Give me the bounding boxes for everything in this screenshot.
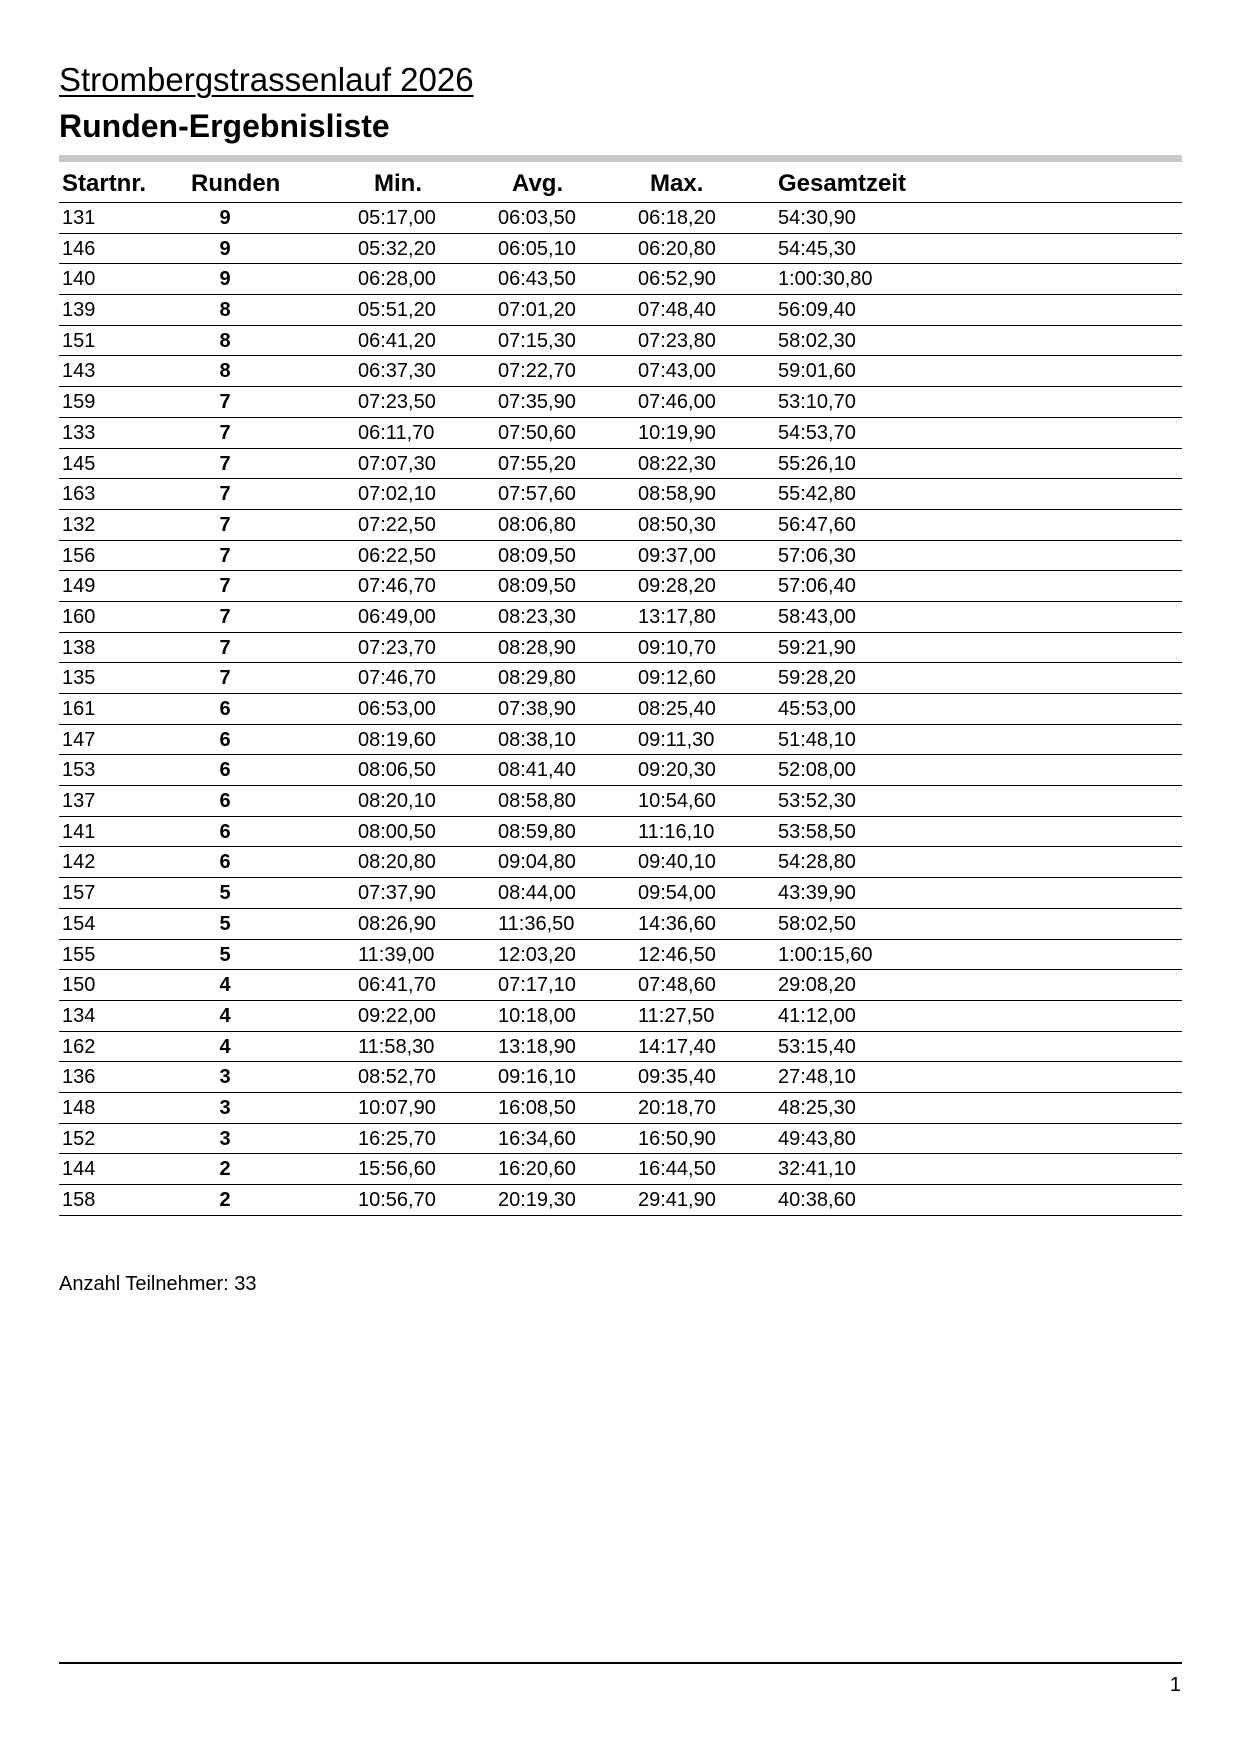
cell-avg: 08:59,80 [498,820,576,843]
title-divider-bar [59,155,1182,162]
cell-startnr: 155 [62,943,96,966]
cell-gesamtzeit: 58:02,30 [778,329,856,352]
table-row [59,817,1182,848]
cell-startnr: 157 [62,882,96,905]
cell-max: 11:16,10 [638,820,715,843]
cell-startnr: 147 [62,728,96,751]
table-row [59,663,1182,694]
cell-gesamtzeit: 53:58,50 [778,820,856,843]
column-header-min: Min. [374,170,422,197]
table-body [59,203,1182,1216]
cell-max: 16:50,90 [638,1127,716,1150]
cell-runden: 7 [219,575,231,598]
table-row [59,1032,1182,1063]
cell-avg: 07:38,90 [498,698,576,720]
cell-min: 07:37,90 [358,882,436,905]
table-row [59,725,1182,756]
results-table [59,166,1182,1216]
cell-min: 08:26,90 [358,912,436,935]
table-row [59,1154,1182,1185]
cell-gesamtzeit: 56:47,60 [778,513,856,536]
cell-avg: 16:34,60 [498,1127,576,1150]
cell-min: 06:37,30 [358,360,436,383]
cell-max: 09:11,30 [638,728,715,751]
cell-min: 06:41,70 [358,974,436,997]
table-row [59,909,1182,940]
cell-avg: 07:22,70 [498,360,576,383]
cell-gesamtzeit: 59:28,20 [778,667,856,690]
cell-gesamtzeit: 54:30,90 [778,207,856,229]
cell-max: 16:44,50 [638,1158,716,1181]
cell-runden: 6 [219,698,231,720]
cell-min: 07:22,50 [358,513,436,536]
cell-startnr: 134 [62,1004,96,1027]
cell-max: 09:37,00 [638,544,716,567]
table-row [59,633,1182,664]
cell-runden: 3 [219,1066,231,1089]
cell-runden: 6 [219,728,231,751]
cell-gesamtzeit: 52:08,00 [778,759,856,782]
cell-max: 13:17,80 [638,605,716,628]
table-row [59,510,1182,541]
cell-gesamtzeit: 51:48,10 [778,728,856,751]
event-title: Strombergstrassenlauf 2026 [59,61,474,98]
cell-max: 09:54,00 [638,882,716,905]
cell-min: 08:20,80 [358,851,436,874]
cell-startnr: 137 [62,790,96,813]
cell-min: 06:11,70 [358,421,435,444]
cell-min: 06:49,00 [358,605,436,628]
cell-runden: 7 [219,636,231,659]
cell-min: 07:46,70 [358,575,436,598]
cell-max: 07:23,80 [638,329,716,352]
cell-min: 15:56,60 [358,1158,436,1181]
cell-startnr: 160 [62,605,96,628]
column-header-runden: Runden [191,170,281,197]
cell-avg: 07:55,20 [498,452,576,475]
table-row [59,694,1182,725]
participant-count: Anzahl Teilnehmer: 33 [59,1273,257,1295]
cell-avg: 08:09,50 [498,575,576,598]
cell-max: 06:18,20 [638,207,716,229]
column-header-gesamtzeit: Gesamtzeit [778,170,907,197]
cell-avg: 07:17,10 [498,974,576,997]
cell-max: 07:43,00 [638,360,716,383]
cell-min: 05:32,20 [358,237,436,260]
cell-avg: 20:19,30 [498,1189,576,1211]
cell-startnr: 133 [62,421,96,444]
table-row [59,1093,1182,1124]
cell-min: 06:28,00 [358,268,436,291]
cell-min: 05:51,20 [358,299,436,322]
cell-max: 09:20,30 [638,759,716,782]
cell-max: 09:28,20 [638,575,716,598]
table-row [59,541,1182,572]
cell-gesamtzeit: 55:42,80 [778,483,856,506]
table-row [59,234,1182,265]
table-row [59,847,1182,878]
cell-startnr: 151 [62,329,96,352]
cell-runden: 5 [219,912,231,935]
cell-runden: 6 [219,851,231,874]
page-number: 1 [1169,1674,1181,1696]
cell-gesamtzeit: 56:09,40 [778,299,856,322]
cell-gesamtzeit: 59:01,60 [778,360,856,383]
cell-runden: 6 [219,790,231,813]
cell-gesamtzeit: 40:38,60 [778,1189,856,1211]
cell-runden: 4 [219,1004,231,1027]
cell-gesamtzeit: 43:39,90 [778,882,856,905]
cell-runden: 7 [219,513,231,536]
column-header-max: Max. [650,170,704,197]
cell-avg: 12:03,20 [498,943,576,966]
column-header-avg: Avg. [512,170,564,197]
table-row [59,786,1182,817]
cell-runden: 7 [219,544,231,567]
table-row [59,1124,1182,1155]
cell-startnr: 149 [62,575,96,598]
cell-gesamtzeit: 53:52,30 [778,790,856,813]
cell-startnr: 138 [62,636,96,659]
cell-max: 08:58,90 [638,483,716,506]
cell-runden: 8 [219,329,231,352]
list-title: Runden-Ergebnisliste [59,108,390,144]
cell-min: 06:22,50 [358,544,436,567]
cell-min: 08:00,50 [358,820,436,843]
cell-gesamtzeit: 57:06,30 [778,544,856,567]
cell-avg: 07:35,90 [498,391,576,414]
cell-min: 11:39,00 [358,943,435,966]
cell-avg: 10:18,00 [498,1004,576,1027]
table-row [59,970,1182,1001]
cell-runden: 7 [219,452,231,475]
cell-gesamtzeit: 41:12,00 [778,1004,856,1027]
cell-max: 09:10,70 [638,636,716,659]
cell-max: 08:50,30 [638,513,716,536]
cell-runden: 2 [219,1189,231,1211]
cell-startnr: 148 [62,1096,96,1119]
cell-runden: 8 [219,299,231,322]
cell-startnr: 136 [62,1066,96,1089]
table-row [59,1062,1182,1093]
cell-startnr: 152 [62,1127,96,1150]
cell-gesamtzeit: 57:06,40 [778,575,856,598]
cell-avg: 08:44,00 [498,882,576,905]
cell-avg: 08:28,90 [498,636,576,659]
cell-max: 08:22,30 [638,452,716,475]
cell-min: 07:07,30 [358,452,436,475]
cell-avg: 08:41,40 [498,759,576,782]
cell-min: 06:53,00 [358,698,436,720]
cell-runden: 3 [219,1127,231,1150]
table-row [59,1185,1182,1216]
cell-gesamtzeit: 55:26,10 [778,452,856,475]
cell-runden: 4 [219,1035,231,1058]
table-row [59,295,1182,326]
cell-startnr: 145 [62,452,96,475]
cell-max: 06:20,80 [638,237,716,260]
cell-startnr: 159 [62,391,96,414]
cell-avg: 09:04,80 [498,851,576,874]
cell-startnr: 139 [62,299,96,322]
cell-avg: 07:57,60 [498,483,576,506]
cell-min: 05:17,00 [358,207,436,229]
footer-divider [59,1662,1182,1664]
cell-gesamtzeit: 29:08,20 [778,974,856,997]
cell-avg: 09:16,10 [498,1066,576,1089]
cell-max: 09:40,10 [638,851,716,874]
cell-gesamtzeit: 54:28,80 [778,851,856,874]
cell-gesamtzeit: 54:45,30 [778,237,856,260]
table-row [59,326,1182,357]
cell-gesamtzeit: 53:15,40 [778,1035,856,1058]
cell-startnr: 153 [62,759,96,782]
cell-gesamtzeit: 59:21,90 [778,636,856,659]
cell-max: 29:41,90 [638,1189,716,1211]
cell-startnr: 142 [62,851,96,874]
cell-max: 10:19,90 [638,421,716,444]
table-row [59,571,1182,602]
cell-startnr: 146 [62,237,96,260]
cell-gesamtzeit: 1:00:15,60 [778,943,873,966]
cell-max: 14:17,40 [638,1035,716,1058]
cell-avg: 16:08,50 [498,1096,576,1119]
cell-avg: 08:23,30 [498,605,576,628]
table-row [59,1001,1182,1032]
cell-min: 07:23,50 [358,391,436,414]
cell-max: 09:35,40 [638,1066,716,1089]
cell-startnr: 158 [62,1189,96,1211]
table-header-row [59,166,1182,203]
cell-runden: 7 [219,667,231,690]
cell-runden: 7 [219,421,231,444]
cell-startnr: 162 [62,1035,96,1058]
cell-startnr: 154 [62,912,96,935]
cell-min: 08:06,50 [358,759,436,782]
cell-min: 10:07,90 [358,1096,436,1119]
table-row [59,387,1182,418]
cell-avg: 07:50,60 [498,421,576,444]
cell-avg: 11:36,50 [498,912,575,935]
table-row [59,356,1182,387]
cell-gesamtzeit: 58:43,00 [778,605,856,628]
cell-avg: 06:05,10 [498,237,576,260]
cell-startnr: 150 [62,974,96,997]
cell-avg: 07:15,30 [498,329,576,352]
cell-max: 12:46,50 [638,943,716,966]
cell-max: 10:54,60 [638,790,716,813]
cell-runden: 9 [219,207,231,229]
cell-min: 09:22,00 [358,1004,436,1027]
cell-gesamtzeit: 54:53,70 [778,421,856,444]
table-row [59,449,1182,480]
cell-runden: 4 [219,974,231,997]
cell-startnr: 135 [62,667,96,690]
cell-min: 08:20,10 [358,790,436,813]
cell-gesamtzeit: 58:02,50 [778,912,856,935]
table-row [59,479,1182,510]
cell-startnr: 131 [62,207,96,229]
cell-avg: 06:03,50 [498,207,576,229]
cell-gesamtzeit: 27:48,10 [778,1066,856,1089]
cell-runden: 2 [219,1158,231,1181]
cell-startnr: 140 [62,268,96,291]
cell-avg: 08:06,80 [498,513,576,536]
cell-gesamtzeit: 32:41,10 [778,1158,856,1181]
cell-startnr: 163 [62,483,96,506]
cell-min: 08:19,60 [358,728,436,751]
cell-runden: 7 [219,483,231,506]
cell-max: 08:25,40 [638,698,716,720]
cell-startnr: 132 [62,513,96,536]
table-row [59,755,1182,786]
cell-max: 20:18,70 [638,1096,716,1119]
cell-min: 06:41,20 [358,329,436,352]
cell-runden: 6 [219,820,231,843]
cell-avg: 13:18,90 [498,1035,576,1058]
cell-avg: 08:09,50 [498,544,576,567]
table-row [59,602,1182,633]
column-header-startnr: Startnr. [62,170,147,197]
table-row [59,940,1182,971]
cell-runden: 5 [219,882,231,905]
cell-runden: 8 [219,360,231,383]
cell-avg: 08:38,10 [498,728,576,751]
cell-startnr: 141 [62,820,96,843]
table-row [59,418,1182,449]
cell-startnr: 156 [62,544,96,567]
cell-min: 07:46,70 [358,667,436,690]
cell-max: 11:27,50 [638,1004,715,1027]
cell-gesamtzeit: 45:53,00 [778,698,856,720]
cell-runden: 9 [219,237,231,260]
cell-max: 07:46,00 [638,391,716,414]
cell-min: 08:52,70 [358,1066,436,1089]
table-row [59,264,1182,295]
cell-avg: 07:01,20 [498,299,576,322]
cell-startnr: 161 [62,698,96,720]
cell-gesamtzeit: 49:43,80 [778,1127,856,1150]
cell-min: 16:25,70 [358,1127,436,1150]
cell-runden: 3 [219,1096,231,1119]
cell-max: 09:12,60 [638,667,716,690]
cell-max: 14:36,60 [638,912,716,935]
cell-max: 06:52,90 [638,268,716,291]
table-row [59,203,1182,234]
cell-gesamtzeit: 48:25,30 [778,1096,856,1119]
cell-startnr: 143 [62,360,96,383]
cell-startnr: 144 [62,1158,96,1181]
cell-avg: 08:58,80 [498,790,576,813]
table-row [59,878,1182,909]
cell-runden: 7 [219,391,231,414]
cell-gesamtzeit: 1:00:30,80 [778,268,873,291]
cell-max: 07:48,60 [638,974,716,997]
cell-runden: 7 [219,605,231,628]
cell-avg: 08:29,80 [498,667,576,690]
cell-runden: 9 [219,268,231,291]
cell-runden: 6 [219,759,231,782]
cell-max: 07:48,40 [638,299,716,322]
cell-avg: 16:20,60 [498,1158,576,1181]
cell-min: 10:56,70 [358,1189,436,1211]
cell-runden: 5 [219,943,231,966]
cell-min: 11:58,30 [358,1035,435,1058]
cell-gesamtzeit: 53:10,70 [778,391,856,414]
cell-min: 07:23,70 [358,636,436,659]
cell-avg: 06:43,50 [498,268,576,291]
cell-min: 07:02,10 [358,483,436,506]
